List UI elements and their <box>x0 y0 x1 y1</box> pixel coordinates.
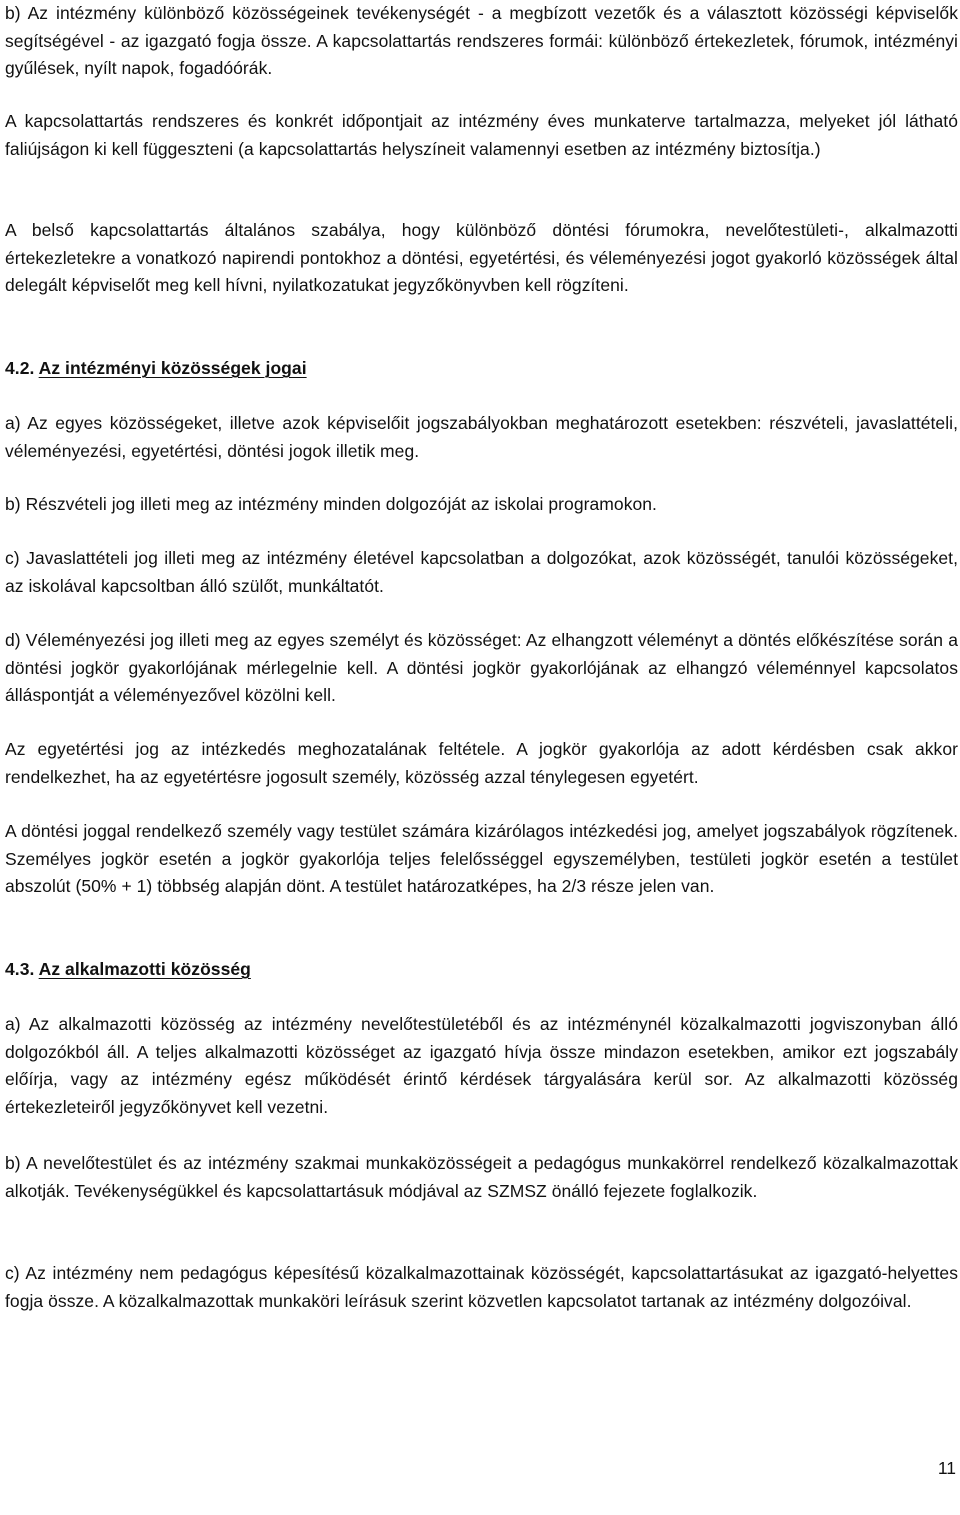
paragraph-text: c) Az intézmény nem pedagógus képesítésű közalkalmazottainak közösségét, kapcsolattartásukat az igazgató-helyettes fogja össze. A közalkalmazottak munkaköri leírásuk szerint közvetlen kapcsolatot tartanak az intézmény dolgozóival. <box>5 1263 958 1311</box>
section-title: Az alkalmazotti közösség <box>38 959 251 979</box>
paragraph-coordination <box>5 0 958 83</box>
paragraph-text: c) Javaslattételi jog illeti meg az intézmény életével kapcsolatban a dolgozókat, azok közösségét, tanulói közösségeket, az iskolával kapcsoltban álló szülőt, munkáltatót. <box>5 548 958 596</box>
paragraph-rights-c <box>5 545 958 600</box>
paragraph-text: Az egyetértési jog az intézkedés meghozatalának feltétele. A jogkör gyakorlója az adott kérdésben csak akkor rendelkezhet, ha az egyetértésre jogosult személy, közösség azzal ténylegesen egyetért. <box>5 739 958 787</box>
paragraph-text: a) Az alkalmazotti közösség az intézmény nevelőtestületéből és az intézménynél közalkalmazotti jogviszonyban álló dolgozókból áll. A teljes alkalmazotti közösséget az igazgató hívja össze mindazon esetekben, amikor ezt jogszabály előírja, vagy az intézmény egész működését érintő kérdések tárgyalására kerül sor. Az alkalmazotti közösség értekezleteiről jegyzőkönyvet kell vezetni. <box>5 1014 958 1117</box>
section-number: 4.2. <box>5 358 35 378</box>
paragraph-rights-d <box>5 627 958 710</box>
section-heading-4-3 <box>5 956 958 984</box>
paragraph-internal-contact <box>5 217 958 300</box>
paragraph-text: b) A nevelőtestület és az intézmény szakmai munkaközösségeit a pedagógus munkakörrel rendelkező közalkalmazottak alkotják. Tevékenységükkel és kapcsolattartásuk módjával az SZMSZ önálló fejezete foglalkozik. <box>5 1153 958 1201</box>
paragraph-rights-a <box>5 410 958 465</box>
section-number: 4.3. <box>5 959 35 979</box>
paragraph-text: b) Az intézmény különböző közösségeinek tevékenységét - a megbízott vezetők és a választott közösségi képviselők segítségével - az igazgató fogja össze. A kapcsolattartás rendszeres formái: különböző értekezletek, fórumok, intézményi gyűlések, nyílt napok, fogadóórák. <box>5 3 958 79</box>
paragraph-consent-right <box>5 736 958 791</box>
paragraph-decision-right <box>5 818 958 901</box>
paragraph-text: A belső kapcsolattartás általános szabálya, hogy különböző döntési fórumokra, nevelőtestületi-, alkalmazotti értekezletekre a vonatkozó napirendi pontokhoz a döntési, egyetértési, és véleményezési jogot gyakorló közösségek által delegált képviselőt meg kell hívni, nyilatkozatukat jegyzőkönyvben kell rögzíteni. <box>5 220 958 296</box>
paragraph-staff-a <box>5 1011 958 1121</box>
paragraph-staff-c <box>5 1260 958 1315</box>
paragraph-text: d) Véleményezési jog illeti meg az egyes személyt és közösséget: Az elhangzott véleményt a döntés előkészítése során a döntési jogkör gyakorlójának mérlegelnie kell. A döntési jogkör gyakorlójának az elhangzó véleménnyel kapcsolatos álláspontját a véleményezővel közölni kell. <box>5 630 958 706</box>
section-heading-4-2 <box>5 355 958 383</box>
paragraph-text: A döntési joggal rendelkező személy vagy testület számára kizárólagos intézkedési jog, amelyet jogszabályok rögzítenek. Személyes jogkör esetén a jogkör gyakorlója teljes felelősséggel egyszemélyben, testületi jogkör esetén a testület abszolút (50% + 1) többség alapján dönt. A testület határozatképes, ha 2/3 része jelen van. <box>5 821 958 897</box>
paragraph-schedule <box>5 108 958 163</box>
paragraph-rights-b <box>5 491 958 519</box>
paragraph-text: b) Részvételi jog illeti meg az intézmény minden dolgozóját az iskolai programokon. <box>5 494 657 514</box>
section-title: Az intézményi közösségek jogai <box>38 358 307 378</box>
paragraph-text: a) Az egyes közösségeket, illetve azok képviselőit jogszabályokban meghatározott esetekben: részvételi, javaslattételi, véleményezési, egyetértési, döntési jogok illetik meg. <box>5 413 958 461</box>
paragraph-text: A kapcsolattartás rendszeres és konkrét időpontjait az intézmény éves munkaterve tartalmazza, melyeket jól látható faliújságon ki kell függeszteni (a kapcsolattartás helyszíneit valamennyi esetben az intézmény biztosítja.) <box>5 111 958 159</box>
page-number: 11 <box>937 1458 956 1478</box>
paragraph-staff-b <box>5 1150 958 1205</box>
